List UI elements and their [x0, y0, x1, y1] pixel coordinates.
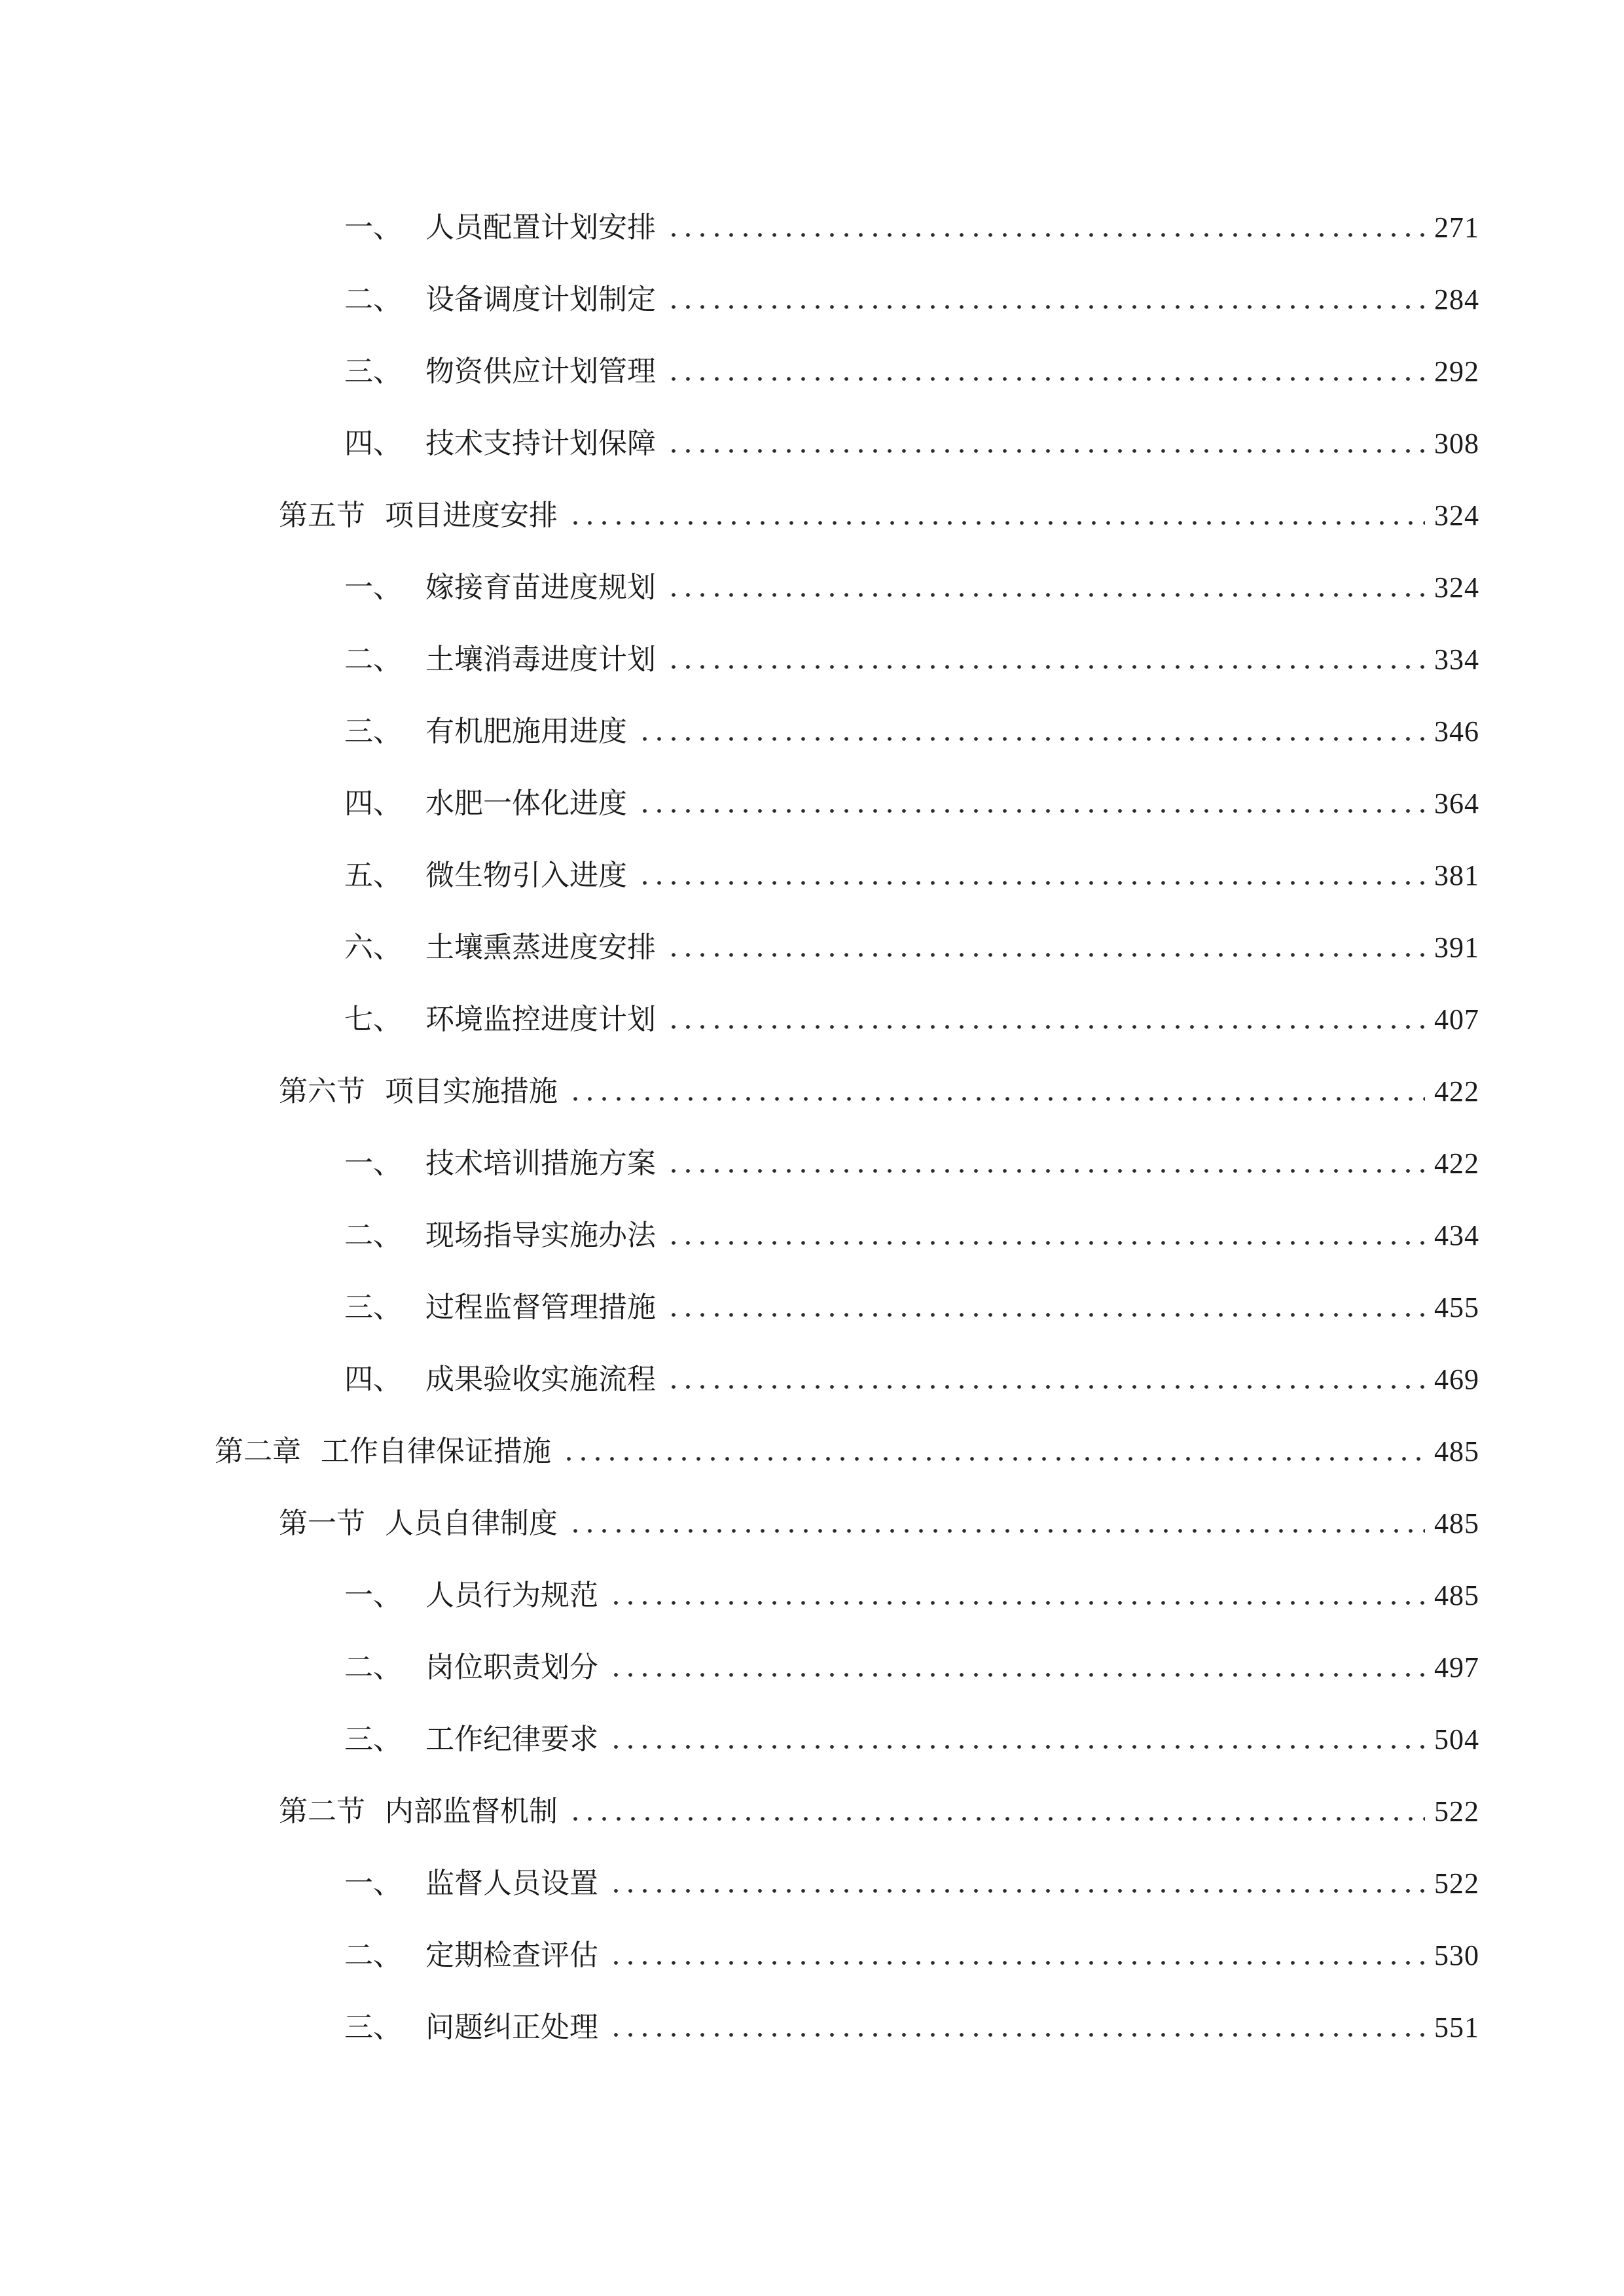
toc-entry-number: 第二章 [215, 1435, 301, 1468]
toc-entry-title: 工作纪律要求 [425, 1723, 598, 1756]
toc-entry-title: 物资供应计划管理 [425, 355, 656, 388]
toc-entry-number: 四、 [344, 1363, 402, 1396]
dot-leader [666, 357, 1425, 386]
dot-leader [568, 1797, 1425, 1826]
table-of-contents [0, 192, 1624, 2064]
toc-entry-number: 三、 [344, 1291, 402, 1324]
toc-entry-page-number: 522 [1434, 1867, 1479, 1899]
toc-entry[interactable] [0, 1344, 1624, 1416]
toc-entry-number: 六、 [344, 931, 402, 964]
dot-leader [666, 1149, 1425, 1178]
toc-entry[interactable] [0, 1776, 1624, 1848]
dot-leader [609, 1869, 1425, 1898]
toc-entry-title: 内部监督机制 [385, 1795, 558, 1828]
toc-entry-title: 技术支持计划保障 [425, 427, 656, 460]
toc-entry-title: 项目进度安排 [385, 499, 558, 532]
toc-entry-number: 三、 [344, 715, 402, 748]
toc-entry[interactable] [0, 1560, 1624, 1632]
toc-entry[interactable] [0, 1848, 1624, 1920]
toc-entry-page-number: 292 [1434, 355, 1479, 387]
toc-entry-page-number: 284 [1434, 283, 1479, 315]
dot-leader [666, 1365, 1425, 1394]
toc-entry[interactable] [0, 1200, 1624, 1272]
toc-entry-number: 一、 [344, 1579, 402, 1612]
toc-entry[interactable] [0, 1272, 1624, 1344]
toc-entry-page-number: 334 [1434, 643, 1479, 675]
toc-entry-title: 有机肥施用进度 [425, 715, 627, 748]
toc-entry-title: 定期检查评估 [425, 1939, 598, 1972]
toc-entry-page-number: 530 [1434, 1939, 1479, 1971]
toc-entry[interactable] [0, 912, 1624, 984]
toc-entry-number: 三、 [344, 1723, 402, 1756]
dot-leader [562, 1437, 1425, 1466]
toc-entry[interactable] [0, 408, 1624, 480]
toc-entry-title: 设备调度计划制定 [425, 283, 656, 316]
toc-entry-page-number: 422 [1434, 1075, 1479, 1107]
toc-entry-page-number: 422 [1434, 1147, 1479, 1179]
toc-entry-number: 四、 [344, 787, 402, 820]
dot-leader [666, 933, 1425, 962]
toc-entry-title: 嫁接育苗进度规划 [425, 571, 656, 604]
toc-entry-number: 二、 [344, 1219, 402, 1252]
toc-entry-title: 技术培训措施方案 [425, 1147, 656, 1180]
toc-entry-page-number: 391 [1434, 931, 1479, 963]
toc-entry-title: 人员配置计划安排 [425, 211, 656, 244]
toc-entry-title: 土壤消毒进度计划 [425, 643, 656, 676]
toc-entry-number: 二、 [344, 1651, 402, 1684]
toc-entry[interactable] [0, 984, 1624, 1056]
toc-entry-page-number: 469 [1434, 1363, 1479, 1395]
dot-leader [666, 285, 1425, 314]
toc-entry[interactable] [0, 1056, 1624, 1128]
toc-entry-number: 三、 [344, 2011, 402, 2044]
toc-entry-number: 第五节 [279, 499, 365, 532]
dot-leader [638, 789, 1425, 818]
toc-entry-title: 监督人员设置 [425, 1867, 598, 1900]
toc-entry[interactable] [0, 1992, 1624, 2064]
toc-entry[interactable] [0, 1704, 1624, 1776]
toc-entry-number: 二、 [344, 283, 402, 316]
toc-entry-number: 第二节 [279, 1795, 365, 1828]
toc-entry-number: 一、 [344, 1147, 402, 1180]
toc-entry[interactable] [0, 1416, 1624, 1488]
toc-entry-title: 问题纠正处理 [425, 2011, 598, 2044]
toc-entry[interactable] [0, 480, 1624, 552]
toc-entry-page-number: 434 [1434, 1219, 1479, 1251]
dot-leader [638, 717, 1425, 746]
dot-leader [609, 1941, 1425, 1970]
dot-leader [568, 1509, 1425, 1538]
toc-entry-number: 五、 [344, 859, 402, 892]
toc-entry-page-number: 308 [1434, 427, 1479, 459]
toc-entry-page-number: 346 [1434, 715, 1479, 747]
dot-leader [666, 1221, 1425, 1250]
toc-entry[interactable] [0, 624, 1624, 696]
toc-entry-page-number: 485 [1434, 1435, 1479, 1467]
toc-entry-page-number: 485 [1434, 1507, 1479, 1539]
toc-entry-number: 一、 [344, 211, 402, 244]
toc-entry-page-number: 522 [1434, 1795, 1479, 1827]
toc-entry[interactable] [0, 840, 1624, 912]
toc-entry-page-number: 485 [1434, 1579, 1479, 1611]
dot-leader [666, 573, 1425, 602]
toc-entry[interactable] [0, 1920, 1624, 1992]
toc-entry-title: 人员行为规范 [425, 1579, 598, 1612]
toc-entry-page-number: 551 [1434, 2011, 1479, 2043]
toc-entry[interactable] [0, 264, 1624, 336]
toc-entry-number: 四、 [344, 427, 402, 460]
toc-entry[interactable] [0, 696, 1624, 768]
toc-entry[interactable] [0, 192, 1624, 264]
dot-leader [609, 2013, 1425, 2042]
toc-entry-title: 现场指导实施办法 [425, 1219, 656, 1252]
toc-entry-title: 人员自律制度 [385, 1507, 558, 1540]
toc-entry[interactable] [0, 552, 1624, 624]
dot-leader [638, 861, 1425, 890]
toc-entry[interactable] [0, 1632, 1624, 1704]
dot-leader [609, 1725, 1425, 1754]
dot-leader [666, 213, 1425, 242]
toc-entry-title: 水肥一体化进度 [425, 787, 627, 820]
toc-entry-title: 过程监督管理措施 [425, 1291, 656, 1324]
toc-entry[interactable] [0, 1488, 1624, 1560]
toc-entry-number: 七、 [344, 1003, 402, 1036]
toc-entry-page-number: 497 [1434, 1651, 1479, 1683]
toc-entry-title: 环境监控进度计划 [425, 1003, 656, 1036]
toc-entry-title: 项目实施措施 [385, 1075, 558, 1108]
toc-entry-page-number: 324 [1434, 571, 1479, 603]
dot-leader [666, 645, 1425, 674]
dot-leader [568, 501, 1425, 530]
toc-entry-number: 二、 [344, 1939, 402, 1972]
toc-entry-number: 三、 [344, 355, 402, 388]
toc-entry-number: 二、 [344, 643, 402, 676]
toc-entry[interactable] [0, 1128, 1624, 1200]
toc-entry-page-number: 455 [1434, 1291, 1479, 1323]
toc-entry-number: 一、 [344, 571, 402, 604]
dot-leader [609, 1581, 1425, 1610]
toc-entry-page-number: 407 [1434, 1003, 1479, 1035]
dot-leader [568, 1077, 1425, 1106]
toc-entry-number: 一、 [344, 1867, 402, 1900]
toc-entry-page-number: 504 [1434, 1723, 1479, 1755]
toc-entry-page-number: 271 [1434, 211, 1479, 243]
dot-leader [609, 1653, 1425, 1682]
toc-entry-number: 第一节 [279, 1507, 365, 1540]
toc-entry[interactable] [0, 768, 1624, 840]
toc-entry-title: 岗位职责划分 [425, 1651, 598, 1684]
toc-entry-page-number: 324 [1434, 499, 1479, 531]
toc-entry-title: 成果验收实施流程 [425, 1363, 656, 1396]
dot-leader [666, 429, 1425, 458]
dot-leader [666, 1293, 1425, 1322]
toc-entry[interactable] [0, 336, 1624, 408]
toc-entry-number: 第六节 [279, 1075, 365, 1108]
toc-entry-title: 土壤熏蒸进度安排 [425, 931, 656, 964]
toc-entry-page-number: 381 [1434, 859, 1479, 891]
toc-entry-title: 微生物引入进度 [425, 859, 627, 892]
toc-entry-page-number: 364 [1434, 787, 1479, 819]
dot-leader [666, 1005, 1425, 1034]
toc-entry-title: 工作自律保证措施 [321, 1435, 551, 1468]
